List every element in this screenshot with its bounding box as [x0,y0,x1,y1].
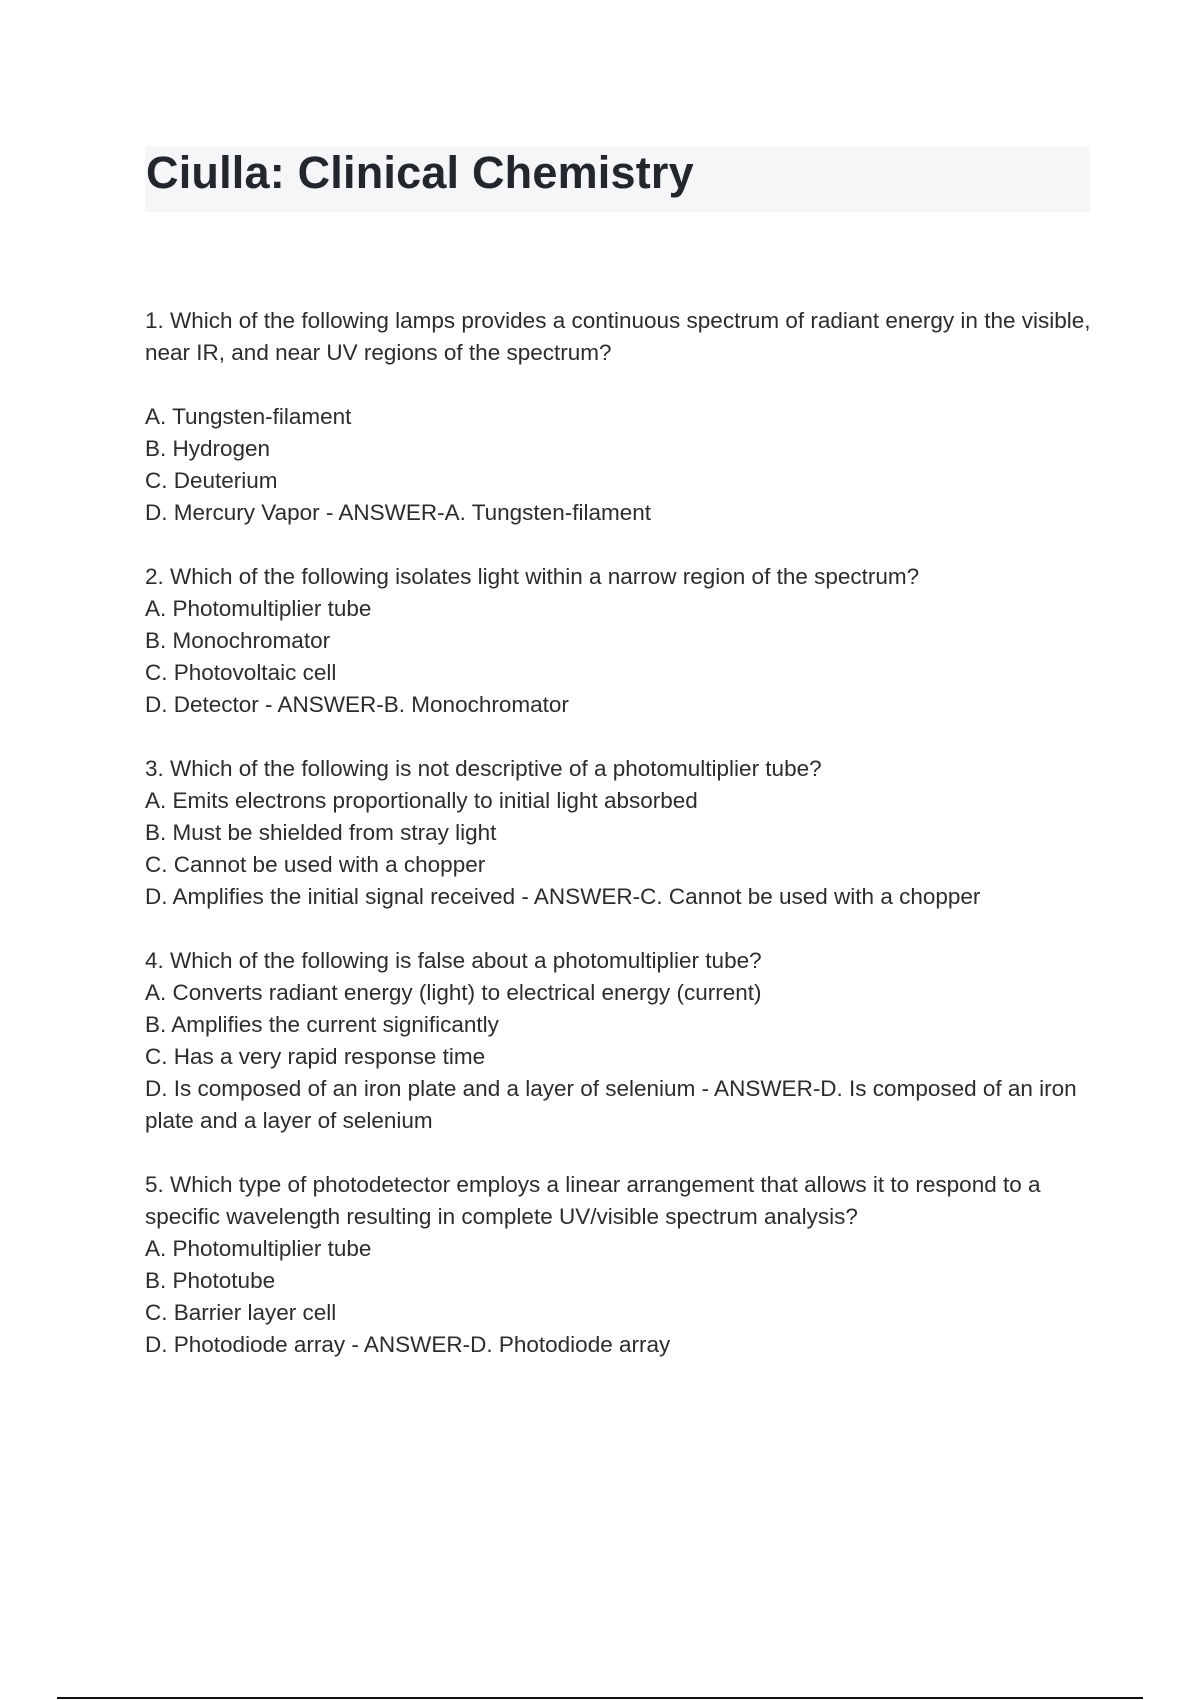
question-4-option-c: C. Has a very rapid response time [145,1044,486,1069]
question-5-option-d-answer: D. Photodiode array - ANSWER-D. Photodiode array [145,1332,671,1357]
question-2-option-b: B. Monochromator [145,628,331,653]
question-3-option-d-answer: D. Amplifies the initial signal received - ANSWER-C. Cannot be used with a chopper [145,884,981,909]
question-5 [145,1169,1095,1361]
question-2-option-c: C. Photovoltaic cell [145,660,337,685]
question-5-text: 5. Which type of photodetector employs a linear arrangement that allows it to respond to a specific wavelength resulting in complete UV/visible spectrum analysis? [145,1172,1041,1229]
question-5-option-b: B. Phototube [145,1268,276,1293]
question-3-text: 3. Which of the following is not descriptive of a photomultiplier tube? [145,756,822,781]
question-4-options [145,977,1095,1137]
question-3-options [145,785,1095,913]
question-list [145,305,1095,1393]
question-2-text: 2. Which of the following isolates light within a narrow region of the spectrum? [145,564,920,589]
question-1-option-b: B. Hydrogen [145,436,271,461]
question-3 [145,753,1095,913]
question-4-option-d-answer: D. Is composed of an iron plate and a layer of selenium - ANSWER-D. Is composed of an iron plate and a layer of selenium [145,1076,1077,1133]
question-5-option-c: C. Barrier layer cell [145,1300,337,1325]
page-bottom-rule [57,1697,1143,1699]
question-1-text: 1. Which of the following lamps provides a continuous spectrum of radiant energy in the visible, near IR, and near UV regions of the spectrum? [145,308,1091,365]
question-5-option-a: A. Photomultiplier tube [145,1236,372,1261]
question-2-option-a: A. Photomultiplier tube [145,596,372,621]
question-1 [145,305,1095,529]
question-1-option-d-answer: D. Mercury Vapor - ANSWER-A. Tungsten-filament [145,500,651,525]
question-2-option-d-answer: D. Detector - ANSWER-B. Monochromator [145,692,569,717]
question-4-option-b: B. Amplifies the current significantly [145,1012,499,1037]
question-4-text: 4. Which of the following is false about a photomultiplier tube? [145,948,762,973]
question-5-options [145,1233,1095,1361]
question-2 [145,561,1095,721]
question-2-options [145,593,1095,721]
question-4 [145,945,1095,1137]
question-1-option-c: C. Deuterium [145,468,278,493]
question-3-option-b: B. Must be shielded from stray light [145,820,497,845]
question-4-option-a: A. Converts radiant energy (light) to electrical energy (current) [145,980,762,1005]
question-3-option-a: A. Emits electrons proportionally to initial light absorbed [145,788,698,813]
page-title: Ciulla: Clinical Chemistry [146,147,694,198]
question-1-option-a: A. Tungsten-filament [145,404,352,429]
question-1-options [145,401,1095,529]
question-3-option-c: C. Cannot be used with a chopper [145,852,486,877]
